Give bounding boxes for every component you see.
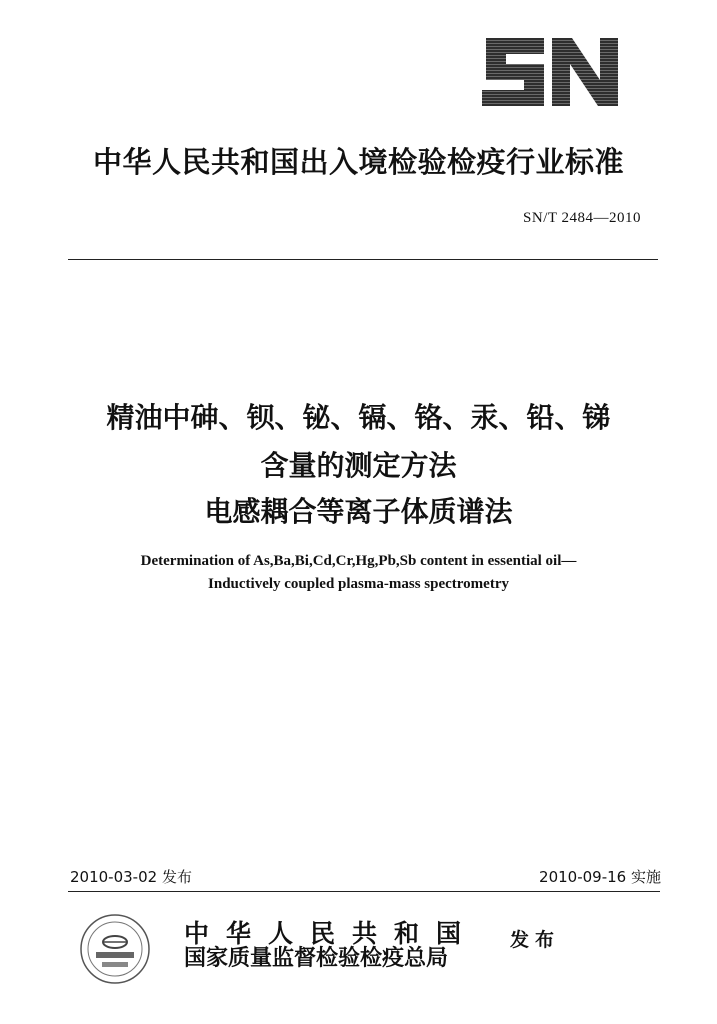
english-title-line-1: Determination of As,Ba,Bi,Cd,Cr,Hg,Pb,Sb content in essential oil— xyxy=(140,553,577,569)
bottom-divider xyxy=(68,891,660,892)
publisher-line-2: 国家质量监督检验检疫总局 xyxy=(184,945,449,971)
chinese-title-line-2: 含量的测定方法 xyxy=(260,449,457,482)
publish-label: 发布 xyxy=(510,929,561,951)
issuing-sector-title: 中华人民共和国出入境检验检疫行业标准 xyxy=(92,145,624,179)
publisher-line-1: 中华人民共和国 xyxy=(184,919,479,948)
chinese-title-line-3: 电感耦合等离子体质谱法 xyxy=(204,495,513,528)
chinese-title-line-1: 精油中砷、钡、铋、镉、铬、汞、铅、锑 xyxy=(106,401,611,434)
sn-logo xyxy=(478,34,622,110)
issue-date: 2010-03-02 发布 xyxy=(70,868,192,886)
implementation-date: 2010-09-16 实施 xyxy=(539,868,661,886)
english-title-line-2: Inductively coupled plasma-mass spectrometry xyxy=(208,576,509,592)
publisher-seal-icon xyxy=(78,912,152,986)
standard-code: SN/T 2484—2010 xyxy=(523,210,641,226)
top-divider xyxy=(68,259,658,260)
